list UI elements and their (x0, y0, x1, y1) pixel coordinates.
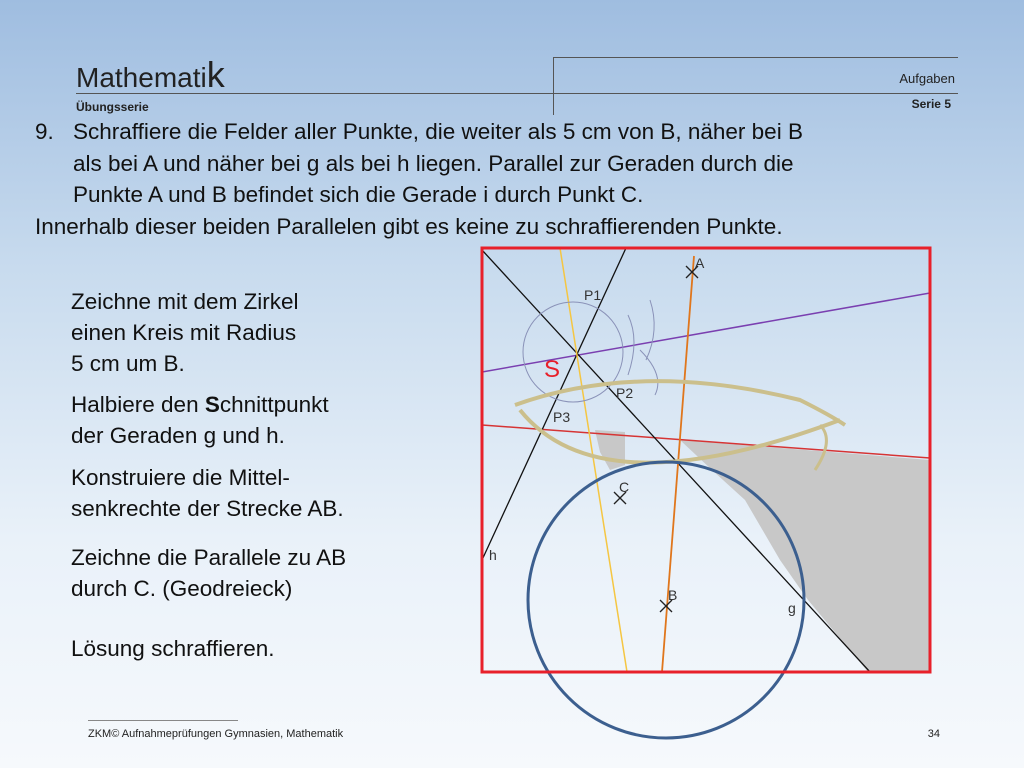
page-number: 34 (927, 728, 940, 740)
footer-rule (88, 720, 238, 721)
task-number: 9. (35, 119, 54, 144)
shaded-region (680, 440, 930, 672)
label-g: g (788, 600, 796, 616)
label-A: A (695, 255, 705, 271)
step-shade: Lösung schraffieren. (71, 636, 275, 661)
arc-small-3 (640, 350, 658, 395)
task-line-3: Punkte A und B befindet sich die Gerade i durch Punkt C. (73, 182, 644, 207)
label-S: S (544, 356, 561, 383)
title-last-letter: k (206, 54, 225, 95)
label-P3: P3 (553, 409, 571, 425)
title-main: Mathemati (76, 62, 207, 93)
task-line-4: Innerhalb dieser beiden Parallelen gibt es keine zu schraffierenden Punkte. (35, 213, 783, 239)
page-subtitle: Übungsserie (76, 100, 149, 114)
step-circle: Zeichne mit dem Zirkel einen Kreis mit Radius 5 cm um B. (71, 289, 299, 376)
arc-small-2 (646, 300, 654, 360)
label-C: C (619, 479, 630, 495)
task-line-2: als bei A und näher bei g als bei h liegen. Parallel zur Geraden durch die (73, 150, 794, 176)
label-P1: P1 (584, 287, 602, 303)
task-line-1: Schraffiere die Felder aller Punkte, die weiter als 5 cm von B, näher bei B (73, 119, 803, 144)
serie-label: Serie 5 (911, 97, 951, 111)
step-bisect: Halbiere den Schnittpunkt der Geraden g und h. (71, 392, 329, 448)
footer-text: ZKM© Aufnahmeprüfungen Gymnasien, Mathematik (88, 728, 344, 740)
section-label: Aufgaben (899, 71, 955, 86)
label-P2: P2 (616, 385, 634, 401)
step-parallel: Zeichne die Parallele zu AB durch C. (Geodreieck) (71, 545, 347, 601)
label-h: h (489, 547, 497, 563)
label-B: B (668, 587, 678, 603)
circle-B (528, 462, 804, 738)
step-perpendicular: Konstruiere die Mittel- senkrechte der Strecke AB. (71, 465, 344, 521)
line-h (482, 248, 626, 560)
shaded-region-left (595, 430, 625, 470)
